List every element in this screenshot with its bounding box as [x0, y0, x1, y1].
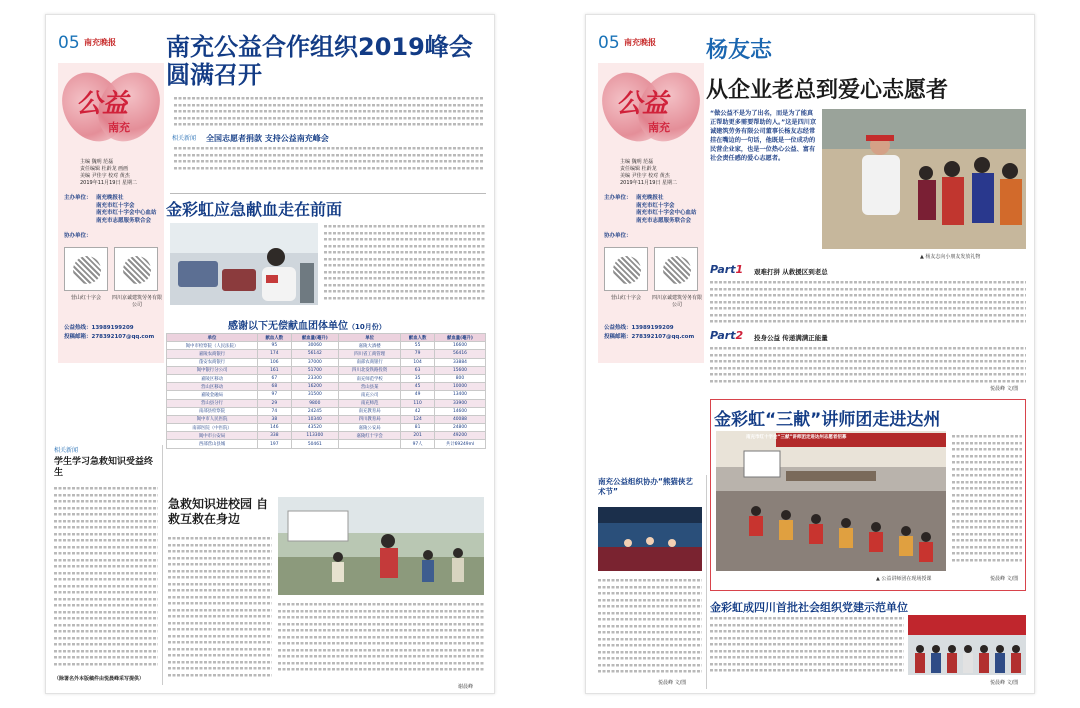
sidebar-title: 公益	[616, 89, 669, 119]
donor-table-cell: 800	[434, 374, 485, 382]
donor-table-cell: 49	[401, 391, 435, 399]
donor-table-cell: 蓬安农商银行	[167, 358, 258, 366]
page-number: 05	[58, 33, 80, 53]
donor-table-cell: 阆中市人民医院	[167, 415, 258, 423]
article-body	[324, 223, 486, 307]
donor-table-cell: 146	[258, 424, 292, 432]
photo-caption: ▲ 公益讲师团在现场授课	[876, 576, 932, 582]
donor-table-cell: 31500	[291, 391, 338, 399]
donor-table-cell: 56416	[434, 350, 485, 358]
donor-table-cell: 西部营山县城	[167, 440, 258, 448]
co-logo-label: 营山红十字会	[610, 295, 641, 301]
donor-table-cell: 56142	[291, 350, 338, 358]
donor-table-cell: 营山区移动	[167, 383, 258, 391]
section-title-blood: 金彩虹应急献血走在前面	[166, 200, 343, 219]
article-body	[710, 615, 904, 679]
volunteer-photo	[822, 109, 1026, 249]
part1-label: Part1	[710, 263, 744, 276]
organizers-label: 主办单位：	[64, 195, 92, 201]
article-body	[54, 485, 158, 675]
donor-table-cell: 124	[401, 415, 435, 423]
co-logo-label: 四川京诚建筑劳务有限公司	[111, 295, 162, 308]
donor-table-cell: 33900	[434, 399, 485, 407]
donor-table-cell: 45	[401, 383, 435, 391]
byline: 悦晨峰 文/图	[990, 386, 1019, 392]
article-body	[168, 535, 272, 685]
festival-photo	[598, 507, 702, 571]
lecture-photo	[716, 431, 946, 571]
red-cross-logo	[604, 247, 648, 291]
related-news-label: 相关新闻	[172, 135, 197, 142]
donor-table-cell: 共计69249ml	[434, 440, 485, 448]
donor-table-cell: 营山县分行	[167, 399, 258, 407]
lower-left-title: 学生学习急救知识受益终生	[54, 457, 154, 478]
sidebar-panel	[58, 63, 164, 363]
donor-table-cell: 174	[258, 350, 292, 358]
hotline-text: 公益热线：13989199209	[604, 325, 674, 331]
photo-caption: ▲ 杨友志向小朋友发放礼物	[920, 254, 981, 260]
co-logo-label: 四川京诚建筑劳务有限公司	[651, 295, 702, 308]
donor-table-cell: 97人	[401, 440, 435, 448]
byline: 谢晨峰	[458, 684, 474, 690]
staff-list: 主编 魏明 范磊 责任编辑 杜龄龙 画画 美编 尹佳宇 校对 黄杰 2019年11月19日 星期二	[80, 159, 138, 186]
donor-table-cell: 81	[401, 424, 435, 432]
donor-table-row	[167, 342, 486, 350]
donor-table-cell: 10000	[434, 383, 485, 391]
donor-table-row	[167, 432, 486, 440]
donor-table-row	[167, 440, 486, 448]
related-news-label: 相关新闻	[54, 447, 79, 454]
donor-table-cell: 49200	[434, 432, 485, 440]
email-text: 投稿邮箱：278392107@qq.com	[604, 334, 695, 340]
donor-table	[166, 333, 486, 449]
donor-table-cell: 9800	[291, 399, 338, 407]
donor-table-row	[167, 424, 486, 432]
donor-table-cell: 50461	[291, 440, 338, 448]
donor-table-cell: 10340	[291, 415, 338, 423]
sidebar-title: 公益	[76, 89, 129, 119]
donor-table-cell: 南充师范	[338, 399, 400, 407]
co-logo-label: 营山红十字会	[70, 295, 101, 301]
subhead: 全国志愿者捐款 支持公益南充峰会	[206, 134, 329, 143]
hotline-text: 公益热线：13989199209	[64, 325, 134, 331]
donor-table-cell: 97	[258, 391, 292, 399]
organizers-label: 主办单位：	[604, 195, 632, 201]
firstaid-photo	[278, 497, 484, 595]
donor-table-cell: 30060	[291, 342, 338, 350]
byline: 悦晨峰 文/图	[990, 576, 1019, 582]
page-number: 05	[598, 33, 620, 53]
part1-title: 艰难打拼 从救援区到老总	[754, 268, 828, 276]
donor-table-cell: 16600	[434, 342, 485, 350]
blood-donation-photo	[170, 223, 318, 305]
column-divider	[706, 475, 707, 689]
donor-table-cell: 40088	[434, 415, 485, 423]
donor-table-cell: 68	[258, 383, 292, 391]
donor-table-cell: 201	[401, 432, 435, 440]
divider	[170, 193, 486, 194]
donor-table-cell: 23300	[291, 374, 338, 382]
part2-title: 投身公益 传递满满正能量	[754, 334, 828, 342]
photo-banner-text: 南充市红十字会“三献”讲师团走进达州志愿者招募	[746, 435, 847, 440]
staff-list: 主编 魏明 范磊 责任编辑 杜龄龙 美编 尹佳宇 校对 黄杰 2019年11月19日 星期二	[620, 159, 678, 186]
co-organizers-label: 协办单位：	[64, 233, 92, 239]
right-newspaper-page	[585, 14, 1035, 694]
donor-table-cell: 113300	[291, 432, 338, 440]
donor-table-row	[167, 407, 486, 415]
intro-paragraph: “做公益不是为了出名，而是为了能真正帮助更多需要帮助的人。”这是四川京诚建筑劳务有限公司董事长杨友志经常挂在嘴边的一句话，他既是一位成功的民营企业家，也是一位热心公益、富有社会责任感的爱心志愿者。	[710, 110, 817, 162]
donor-table-cell: 33884	[434, 358, 485, 366]
donor-table-row	[167, 415, 486, 423]
small-article-title: 南充公益组织协办“熊猫侠艺术节”	[598, 477, 693, 496]
donor-table-cell: 嘉陵公安局	[338, 424, 400, 432]
donor-table-cell: 51700	[291, 366, 338, 374]
email-text: 投稿邮箱：278392107@qq.com	[64, 334, 155, 340]
byline: 悦晨峰 文/图	[658, 680, 687, 686]
donor-table-cell: 110	[401, 399, 435, 407]
donor-table-cell: 嘉陵金融局	[167, 391, 258, 399]
donor-table-cell: 单位	[338, 334, 400, 342]
article-body	[598, 577, 702, 677]
page-footer-note: （除署名外本版稿件由悦晨峰采写提供）	[54, 676, 145, 682]
donor-table-row	[167, 383, 486, 391]
donor-table-cell: 阆中银行分公司	[167, 366, 258, 374]
article-body	[278, 601, 484, 681]
article-body	[174, 95, 484, 131]
donor-table-cell: 献血量(毫升)	[434, 334, 485, 342]
sidebar-panel	[598, 63, 704, 363]
masthead-logo: 南充晚报	[84, 38, 116, 47]
donor-table-cell: 55	[401, 342, 435, 350]
donor-table-cell: 95	[258, 342, 292, 350]
sidebar-subtitle: 南充	[648, 121, 670, 134]
byline: 悦晨峰 文/图	[990, 680, 1019, 686]
donor-table-cell: 献血人数	[401, 334, 435, 342]
left-newspaper-page	[45, 14, 495, 694]
donor-table-cell: 338	[258, 432, 292, 440]
article-body	[710, 345, 1026, 385]
co-organizers-label: 协办单位：	[604, 233, 632, 239]
organizers-list: 南充晚报社 南充市红十字会 南充市红十字会中心血站 南充市志愿服务联合会	[636, 195, 697, 224]
donor-table-cell: 106	[258, 358, 292, 366]
donor-table-row	[167, 358, 486, 366]
red-cross-logo	[64, 247, 108, 291]
donor-table-cell: 南部医院（中医院）	[167, 424, 258, 432]
company-logo	[114, 247, 158, 291]
donor-table-cell: 13400	[434, 391, 485, 399]
donor-table-cell: 嘉陵区移动	[167, 374, 258, 382]
organizers-list: 南充晚报社 南充市红十字会 南充市红十字会中心血站 南充市志愿服务联合会	[96, 195, 157, 224]
donor-table-header	[167, 334, 486, 342]
donor-table-cell: 16200	[291, 383, 338, 391]
donor-table-cell: 43520	[291, 424, 338, 432]
article-body	[174, 145, 484, 173]
donor-table-cell: 南部县检察院	[167, 407, 258, 415]
donor-table-cell: 63	[401, 366, 435, 374]
donor-table-cell: 四川北发铁路投资	[338, 366, 400, 374]
donor-table-cell: 161	[258, 366, 292, 374]
article-body	[952, 433, 1022, 571]
donor-table-cell: 嘉陵大酒楼	[338, 342, 400, 350]
firstaid-title: 急救知识进校园 自救互救在身边	[168, 497, 269, 526]
donor-table-cell: 29	[258, 399, 292, 407]
donor-table-cell: 四川教育局	[338, 415, 400, 423]
donor-table-cell: 197	[258, 440, 292, 448]
donor-table-cell: 南部农商银行	[338, 358, 400, 366]
donor-table-cell: 阆中市检察院（人民法院）	[167, 342, 258, 350]
donor-table-cell: 24245	[291, 407, 338, 415]
company-logo	[654, 247, 698, 291]
donor-table-cell: 单位	[167, 334, 258, 342]
donor-table-cell: 15600	[434, 366, 485, 374]
donor-table-cell: 74	[258, 407, 292, 415]
donor-table-row	[167, 399, 486, 407]
donor-table-cell: 14600	[434, 407, 485, 415]
page-headline: 从企业老总到爱心志愿者	[706, 78, 949, 103]
person-name-headline: 杨友志	[706, 37, 773, 63]
donor-table-cell: 42	[401, 407, 435, 415]
donor-table-cell: 35	[401, 374, 435, 382]
donor-table-row	[167, 391, 486, 399]
donor-table-cell: 37000	[291, 358, 338, 366]
article-body	[710, 279, 1026, 325]
donor-table-cell: 营山县某	[338, 383, 400, 391]
donor-table-cell: 献血量(毫升)	[291, 334, 338, 342]
donor-table-cell: 四川省工商管理	[338, 350, 400, 358]
column-divider	[162, 445, 163, 685]
donor-table-row	[167, 350, 486, 358]
donor-table-cell: 南充师范学校	[338, 374, 400, 382]
donor-table-cell: 嘉陵红十字会	[338, 432, 400, 440]
donor-table-title: 感谢以下无偿献血团体单位（10月份）	[228, 321, 386, 332]
part2-label: Part2	[710, 329, 744, 342]
donor-table-cell	[338, 440, 400, 448]
donor-table-row	[167, 374, 486, 382]
donor-table-cell: 南充教育局	[338, 407, 400, 415]
sidebar-subtitle: 南充	[108, 121, 130, 134]
donor-table-cell: 79	[401, 350, 435, 358]
donor-table-row	[167, 366, 486, 374]
box-headline: 金彩虹“三献”讲师团走进达州	[714, 410, 941, 430]
masthead-logo: 南充晚报	[624, 38, 656, 47]
party-building-photo	[908, 615, 1026, 675]
page-headline: 南充公益合作组织2019峰会圆满召开	[166, 33, 473, 89]
donor-table-cell: 67	[258, 374, 292, 382]
donor-table-cell: 献血人数	[258, 334, 292, 342]
donor-table-cell: 南充公司	[338, 391, 400, 399]
donor-table-cell: 阆中市公安局	[167, 432, 258, 440]
donor-table-cell: 嘉陵农商银行	[167, 350, 258, 358]
donor-table-cell: 104	[401, 358, 435, 366]
donor-table-cell: 24800	[434, 424, 485, 432]
bottom-article-title: 金彩虹成四川首批社会组织党建示范单位	[710, 601, 908, 614]
donor-table-cell: 38	[258, 415, 292, 423]
